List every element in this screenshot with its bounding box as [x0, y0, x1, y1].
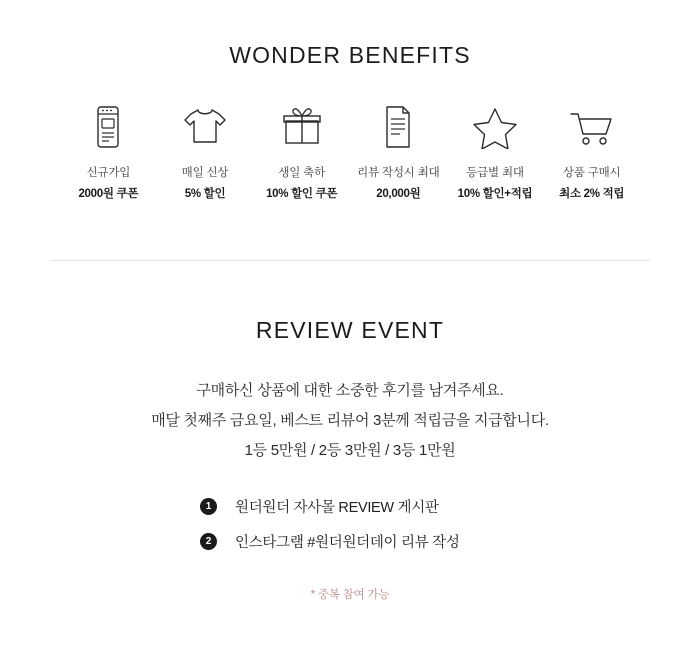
step-text: 인스타그램 #원더원더데이 리뷰 작성: [235, 535, 460, 552]
review-line: 1등 5만원 / 2등 3만원 / 3등 1만원: [244, 442, 456, 460]
benefit-value: 20,000원: [376, 188, 421, 201]
phone-coupon-icon: [60, 103, 157, 151]
benefit-item-purchase: [543, 103, 640, 202]
benefit-label: 리뷰 작성시 최대: [357, 167, 440, 179]
review-line: 구매하신 상품에 대한 소중한 후기를 남겨주세요.: [196, 382, 504, 400]
section-divider: [50, 260, 650, 261]
benefit-value: 최소 2% 적립: [559, 188, 625, 201]
gift-box-icon: [253, 103, 350, 151]
step-number-badge: 1: [200, 498, 217, 515]
benefit-value: 10% 할인 쿠폰: [266, 188, 338, 201]
tshirt-icon: [157, 103, 254, 151]
benefit-item-birthday: [253, 103, 350, 202]
step-number-badge: 2: [200, 533, 217, 550]
receipt-icon: [350, 103, 447, 151]
benefits-list: [0, 103, 700, 202]
benefits-section: [0, 42, 700, 202]
benefit-item-grade: [447, 103, 544, 202]
step-text: 원더원더 자사몰 REVIEW 게시판: [235, 500, 439, 517]
benefit-item-daily-new: [157, 103, 254, 202]
promo-page: [0, 42, 700, 662]
shopping-cart-icon: [543, 103, 640, 151]
benefit-item-signup: [60, 103, 157, 202]
benefit-label: 생일 축하: [278, 167, 325, 179]
benefit-label: 매일 신상: [181, 167, 229, 179]
review-step: [200, 496, 500, 517]
review-step: [200, 531, 500, 552]
benefit-label: 신규가입: [86, 167, 131, 179]
review-event-title: REVIEW EVENT: [255, 317, 445, 344]
benefit-value: 10% 할인+적립: [457, 188, 533, 201]
review-event-section: [0, 317, 700, 602]
benefit-value: 2000원 쿠폰: [78, 188, 139, 201]
benefit-item-review: [350, 103, 447, 202]
review-footnote: * 중복 참여 가능: [310, 589, 390, 602]
benefit-value: 5% 할인: [184, 188, 226, 201]
benefits-title: WONDER BENEFITS: [229, 42, 471, 68]
star-icon: [447, 103, 544, 151]
benefit-label: 등급별 최대: [466, 167, 524, 179]
benefit-label: 상품 구매시: [562, 167, 621, 179]
review-description: [0, 376, 700, 466]
review-line: 매달 첫째주 금요일, 베스트 리뷰어 3분께 적립금을 지급합니다.: [151, 412, 549, 430]
review-steps: [0, 496, 700, 552]
